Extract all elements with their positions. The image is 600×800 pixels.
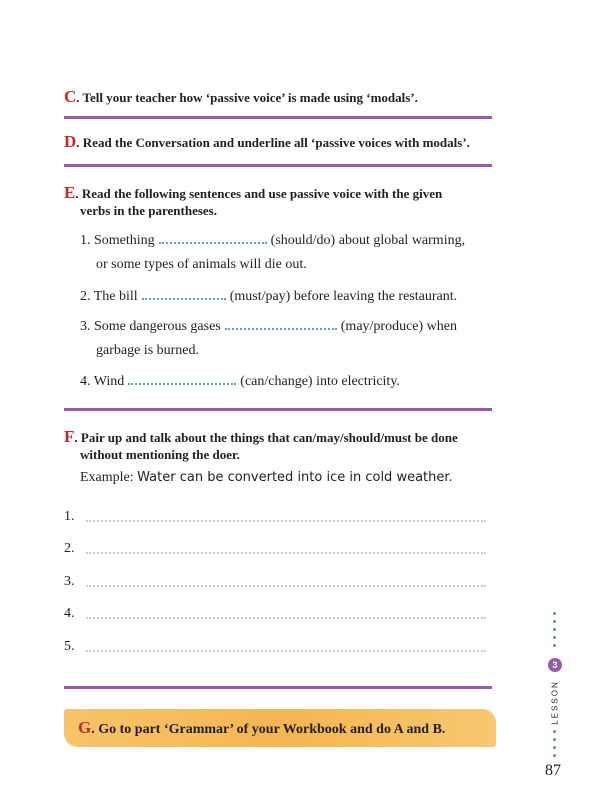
item-text: 1. Something xyxy=(80,233,155,248)
section-d-text: . Read the Conversation and underline all ‘passive voices with modals’. xyxy=(76,135,470,150)
lesson-number-badge: 3 xyxy=(548,658,562,672)
lesson-side-tab xyxy=(548,612,562,762)
divider xyxy=(64,164,492,167)
section-c-letter: C xyxy=(64,87,77,106)
exercise-item-4 xyxy=(80,370,400,394)
divider xyxy=(64,686,492,689)
item-text: (may/produce) when xyxy=(340,319,457,334)
section-e-letter: E xyxy=(64,183,76,202)
line-number: 4. xyxy=(64,606,75,621)
dot-ornament xyxy=(553,644,556,647)
answer-line-2[interactable] xyxy=(64,541,75,557)
item-text: 3. Some dangerous gases xyxy=(80,319,221,334)
answer-line-1[interactable] xyxy=(64,509,75,525)
dotted-line[interactable] xyxy=(86,520,486,522)
blank-line[interactable] xyxy=(128,374,236,385)
dot-ornament xyxy=(553,620,556,623)
example-sentence xyxy=(80,470,453,486)
page-number: 87 xyxy=(545,762,561,779)
exercise-item-3-line2: garbage is burned. xyxy=(96,343,200,358)
section-e-text-line2: verbs in the parentheses. xyxy=(80,203,217,218)
item-text: (must/pay) before leaving the restaurant. xyxy=(229,289,458,304)
example-text: Water can be converted into ice in cold weather. xyxy=(137,470,453,485)
line-number: 3. xyxy=(64,574,75,589)
section-d-instruction xyxy=(64,133,492,151)
section-f-instruction xyxy=(64,428,492,463)
dot-ornament xyxy=(553,738,556,741)
blank-line[interactable] xyxy=(142,289,226,300)
section-f-text-line1: . Pair up and talk about the things that can/may/should/must be done xyxy=(74,430,458,445)
dotted-line[interactable] xyxy=(86,552,486,554)
divider xyxy=(64,116,492,119)
example-label: Example: xyxy=(80,470,134,485)
section-e-text-line1: . Read the following sentences and use passive voice with the given xyxy=(75,186,443,201)
section-c-instruction xyxy=(64,88,492,106)
item-text: 2. The bill xyxy=(80,289,138,304)
blank-line[interactable] xyxy=(225,319,337,330)
section-g-instruction xyxy=(78,718,445,738)
exercise-item-3 xyxy=(80,315,457,339)
section-f-text-line2: without mentioning the doer. xyxy=(80,447,240,462)
section-d-letter: D xyxy=(64,132,77,151)
section-e-instruction xyxy=(64,184,492,219)
line-number: 5. xyxy=(64,639,75,654)
dot-ornament xyxy=(553,730,556,733)
exercise-item-1-line2: or some types of animals will die out. xyxy=(96,257,307,272)
item-text: 4. Wind xyxy=(80,374,125,389)
section-g-banner xyxy=(64,709,496,747)
dot-ornament xyxy=(553,746,556,749)
dotted-line[interactable] xyxy=(86,585,486,587)
blank-line[interactable] xyxy=(159,233,267,244)
answer-line-3[interactable] xyxy=(64,574,75,590)
dotted-line[interactable] xyxy=(86,617,486,619)
answer-line-5[interactable] xyxy=(64,639,75,655)
item-text: (should/do) about global warming, xyxy=(270,233,466,248)
exercise-item-2 xyxy=(80,285,457,309)
dot-ornament xyxy=(553,628,556,631)
answer-line-4[interactable] xyxy=(64,606,75,622)
section-c-text: . Tell your teacher how ‘passive voice’ is made using ‘modals’. xyxy=(76,90,418,105)
line-number: 2. xyxy=(64,541,75,556)
item-text: (can/change) into electricity. xyxy=(240,374,400,389)
dot-ornament xyxy=(553,612,556,615)
dot-ornament xyxy=(553,636,556,639)
exercise-item-1 xyxy=(80,229,465,253)
section-g-text: . Go to part ‘Grammar’ of your Workbook and do A and B. xyxy=(91,722,446,737)
line-number: 1. xyxy=(64,509,75,524)
lesson-label: LESSON xyxy=(550,680,560,725)
section-g-letter: G xyxy=(78,718,92,737)
section-f-letter: F xyxy=(64,427,75,446)
dotted-line[interactable] xyxy=(86,650,486,652)
dot-ornament xyxy=(553,754,556,757)
divider xyxy=(64,408,492,411)
